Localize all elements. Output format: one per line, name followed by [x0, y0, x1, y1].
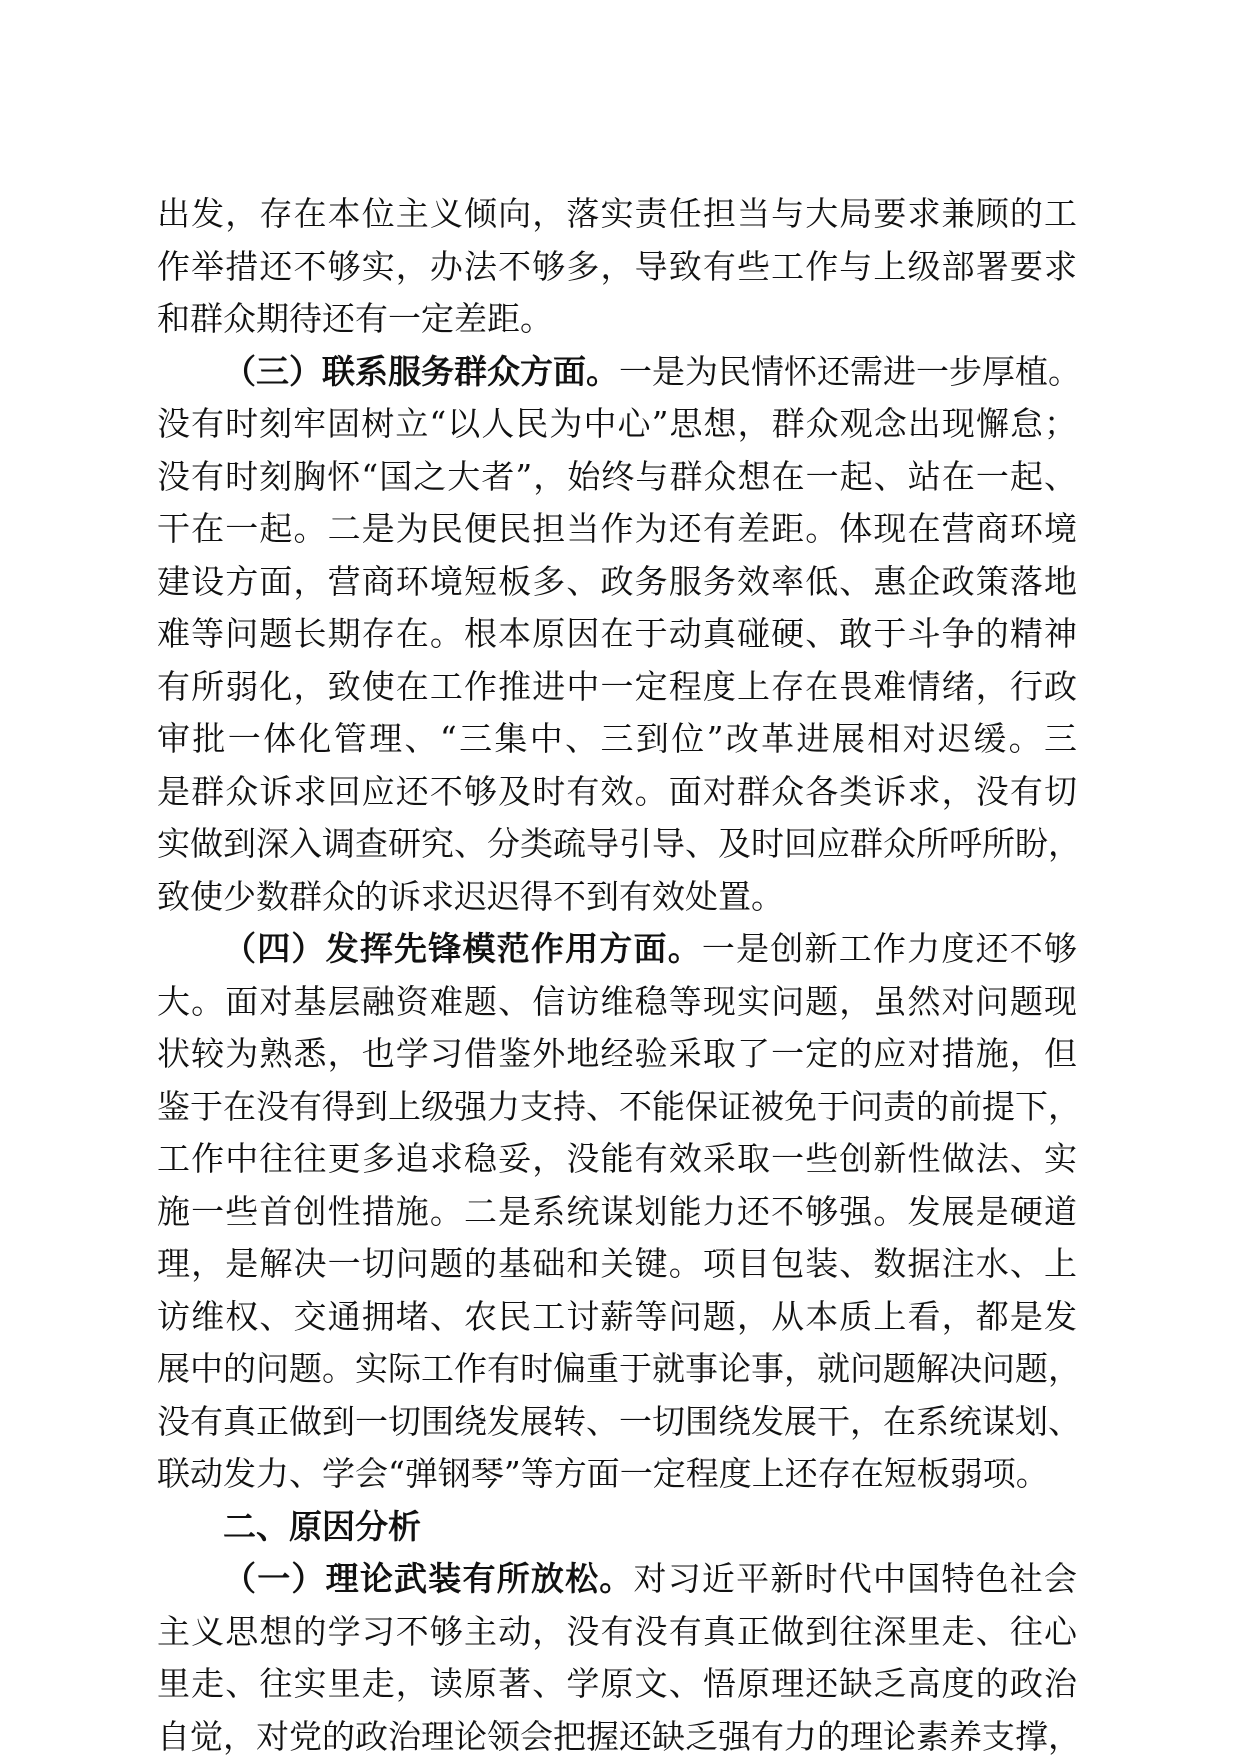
paragraph-first-text: 一是创新工作力度还不够	[702, 929, 1077, 968]
paragraph-title: （一）理论武装有所放松。	[223, 1559, 634, 1598]
paragraph-first-text: 对习近平新时代中国特色社会	[634, 1559, 1078, 1598]
text-line: 状较为熟悉，也学习借鉴外地经验采取了一定的应对措施，但	[157, 1028, 1077, 1081]
paragraph-continuation	[157, 188, 1077, 346]
text-line: 工作中往往更多追求稳妥，没能有效采取一些创新性做法、实	[157, 1133, 1077, 1186]
paragraph-first-text: 一是为民情怀还需进一步厚植。	[619, 352, 1081, 391]
paragraph-vanguard-role	[157, 923, 1077, 1501]
text-line: 主义思想的学习不够主动，没有没有真正做到往深里走、往心	[157, 1606, 1077, 1659]
text-line: 致使少数群众的诉求迟迟得不到有效处置。	[157, 871, 1077, 924]
text-line: 没有时刻牢固树立“以人民为中心”思想，群众观念出现懈怠；	[157, 398, 1077, 451]
text-line: 施一些首创性措施。二是系统谋划能力还不够强。发展是硬道	[157, 1186, 1077, 1239]
section-heading-block	[157, 1501, 1077, 1554]
text-line: 难等问题长期存在。根本原因在于动真碰硬、敢于斗争的精神	[157, 608, 1077, 661]
paragraph-service-to-masses	[157, 346, 1077, 924]
text-line: 审批一体化管理、“三集中、三到位”改革进展相对迟缓。三	[157, 713, 1077, 766]
text-line: 是群众诉求回应还不够及时有效。面对群众各类诉求，没有切	[157, 766, 1077, 819]
text-line: 建设方面，营商环境短板多、政务服务效率低、惠企政策落地	[157, 556, 1077, 609]
text-line: 鉴于在没有得到上级强力支持、不能保证被免于问责的前提下，	[157, 1081, 1077, 1134]
text-line: 有所弱化，致使在工作推进中一定程度上存在畏难情绪，行政	[157, 661, 1077, 714]
text-line: 作举措还不够实，办法不够多，导致有些工作与上级部署要求	[157, 241, 1077, 294]
paragraph-first-line	[157, 1553, 1077, 1606]
text-line: 自觉，对党的政治理论领会把握还缺乏强有力的理论素养支撑，	[157, 1711, 1077, 1763]
paragraph-first-line	[157, 923, 1077, 976]
text-line: 联动发力、学会“弹钢琴”等方面一定程度上还存在短板弱项。	[157, 1448, 1077, 1501]
text-line: 没有真正做到一切围绕发展转、一切围绕发展干，在系统谋划、	[157, 1396, 1077, 1449]
paragraph-title: （三）联系服务群众方面。	[223, 352, 619, 391]
paragraph-title: （四）发挥先锋模范作用方面。	[223, 929, 702, 968]
text-line: 理，是解决一切问题的基础和关键。项目包装、数据注水、上	[157, 1238, 1077, 1291]
text-line: 出发，存在本位主义倾向，落实责任担当与大局要求兼顾的工	[157, 188, 1077, 241]
text-line: 和群众期待还有一定差距。	[157, 293, 1077, 346]
document-body	[157, 188, 1077, 1763]
text-line: 展中的问题。实际工作有时偏重于就事论事，就问题解决问题，	[157, 1343, 1077, 1396]
paragraph-first-line	[157, 346, 1077, 399]
text-line: 里走、往实里走，读原著、学原文、悟原理还缺乏高度的政治	[157, 1658, 1077, 1711]
paragraph-theory-armament	[157, 1553, 1077, 1763]
text-line: 大。面对基层融资难题、信访维稳等现实问题，虽然对问题现	[157, 976, 1077, 1029]
section-heading: 二、原因分析	[157, 1501, 1077, 1554]
text-line: 没有时刻胸怀“国之大者”，始终与群众想在一起、站在一起、	[157, 451, 1077, 504]
text-line: 干在一起。二是为民便民担当作为还有差距。体现在营商环境	[157, 503, 1077, 556]
text-line: 实做到深入调查研究、分类疏导引导、及时回应群众所呼所盼，	[157, 818, 1077, 871]
text-line: 访维权、交通拥堵、农民工讨薪等问题，从本质上看，都是发	[157, 1291, 1077, 1344]
